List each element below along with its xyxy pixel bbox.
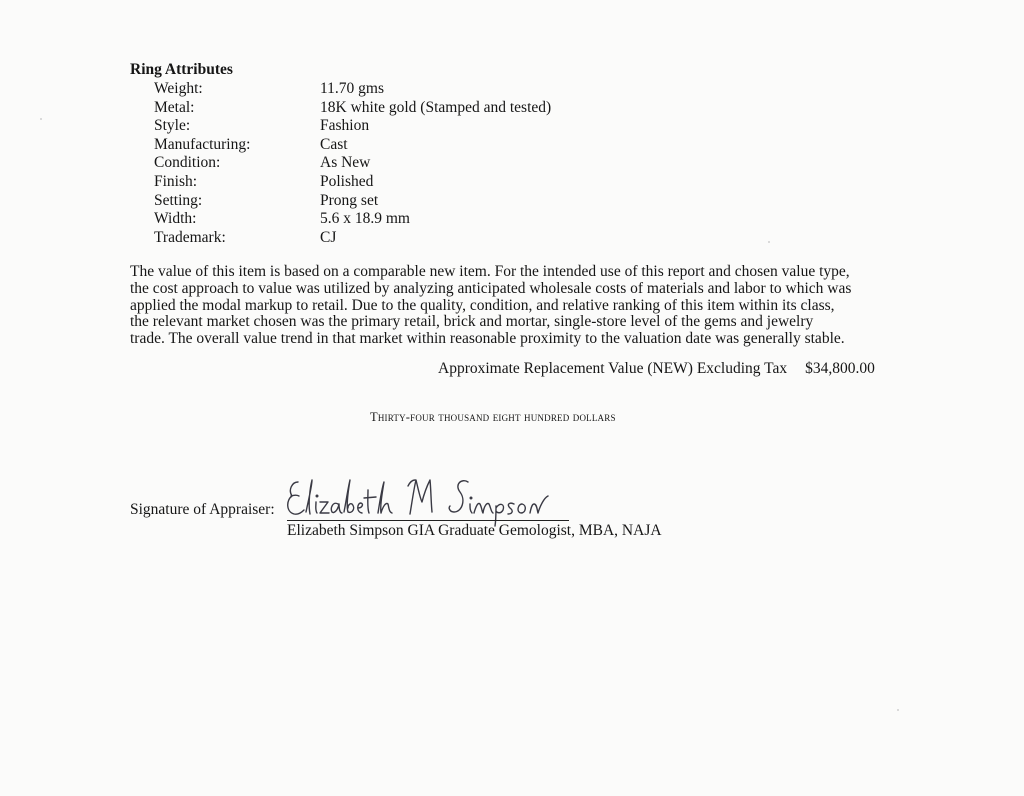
scan-speck (40, 118, 42, 120)
attribute-value: As New (320, 154, 371, 172)
attribute-value: CJ (320, 228, 337, 246)
attribute-row (154, 154, 551, 173)
replacement-value-label: Approximate Replacement Value (NEW) Excluding Tax (438, 360, 788, 377)
attribute-row (154, 99, 551, 118)
attribute-value: Cast (320, 135, 348, 153)
attribute-value: Polished (320, 172, 374, 190)
replacement-value-line (438, 360, 875, 378)
attribute-label: Width: (154, 210, 197, 228)
attribute-label: Metal: (154, 98, 195, 116)
replacement-value-amount: $34,800.00 (805, 360, 875, 377)
attribute-label: Style: (154, 117, 191, 135)
signature-line (287, 520, 569, 521)
valuation-statement-line: The value of this item is based on a comparable new item. For the intended use of this report and chosen value type, (130, 263, 850, 280)
attribute-value: Prong set (320, 191, 379, 209)
valuation-statement (130, 264, 905, 348)
attribute-row (154, 229, 551, 248)
attribute-row (154, 173, 551, 192)
scan-speck (768, 241, 770, 243)
ring-attributes-table (154, 80, 551, 247)
scan-speck (897, 709, 899, 711)
attribute-label: Weight: (154, 80, 203, 97)
valuation-statement-line: the relevant market chosen was the primary retail, brick and mortar, single-store level of the gems and jewelry (130, 313, 814, 331)
attribute-row (154, 192, 551, 211)
attribute-row (154, 136, 551, 155)
attribute-label: Condition: (154, 154, 221, 172)
signature-label: Signature of Appraiser: (130, 501, 275, 518)
attribute-value: 5.6 x 18.9 mm (320, 210, 410, 228)
attribute-label: Setting: (154, 191, 203, 209)
attribute-row (154, 117, 551, 136)
valuation-statement-line: applied the modal markup to retail. Due to the quality, condition, and relative ranking of this item within its class, (130, 296, 835, 314)
attribute-label: Manufacturing: (154, 135, 251, 153)
attribute-value: 11.70 gms (320, 80, 385, 97)
valuation-statement-line: the cost approach to value was utilized by analyzing anticipated wholesale costs of materials and labor to which was (130, 279, 852, 297)
attribute-label: Trademark: (154, 228, 226, 246)
attribute-value: Fashion (320, 117, 370, 135)
replacement-value-in-words: Thirty-four thousand eight hundred dollars (370, 410, 616, 424)
attribute-row (154, 210, 551, 229)
attribute-row (154, 80, 551, 99)
attribute-label: Finish: (154, 172, 198, 190)
valuation-statement-line: trade. The overall value trend in that market within reasonable proximity to the valuation date was generally stable. (130, 330, 845, 348)
appraiser-name: Elizabeth Simpson GIA Graduate Gemologist, MBA, NAJA (287, 522, 662, 539)
ring-attributes-heading: Ring Attributes (130, 61, 233, 78)
handwritten-signature (282, 468, 552, 528)
attribute-value: 18K white gold (Stamped and tested) (320, 98, 552, 116)
